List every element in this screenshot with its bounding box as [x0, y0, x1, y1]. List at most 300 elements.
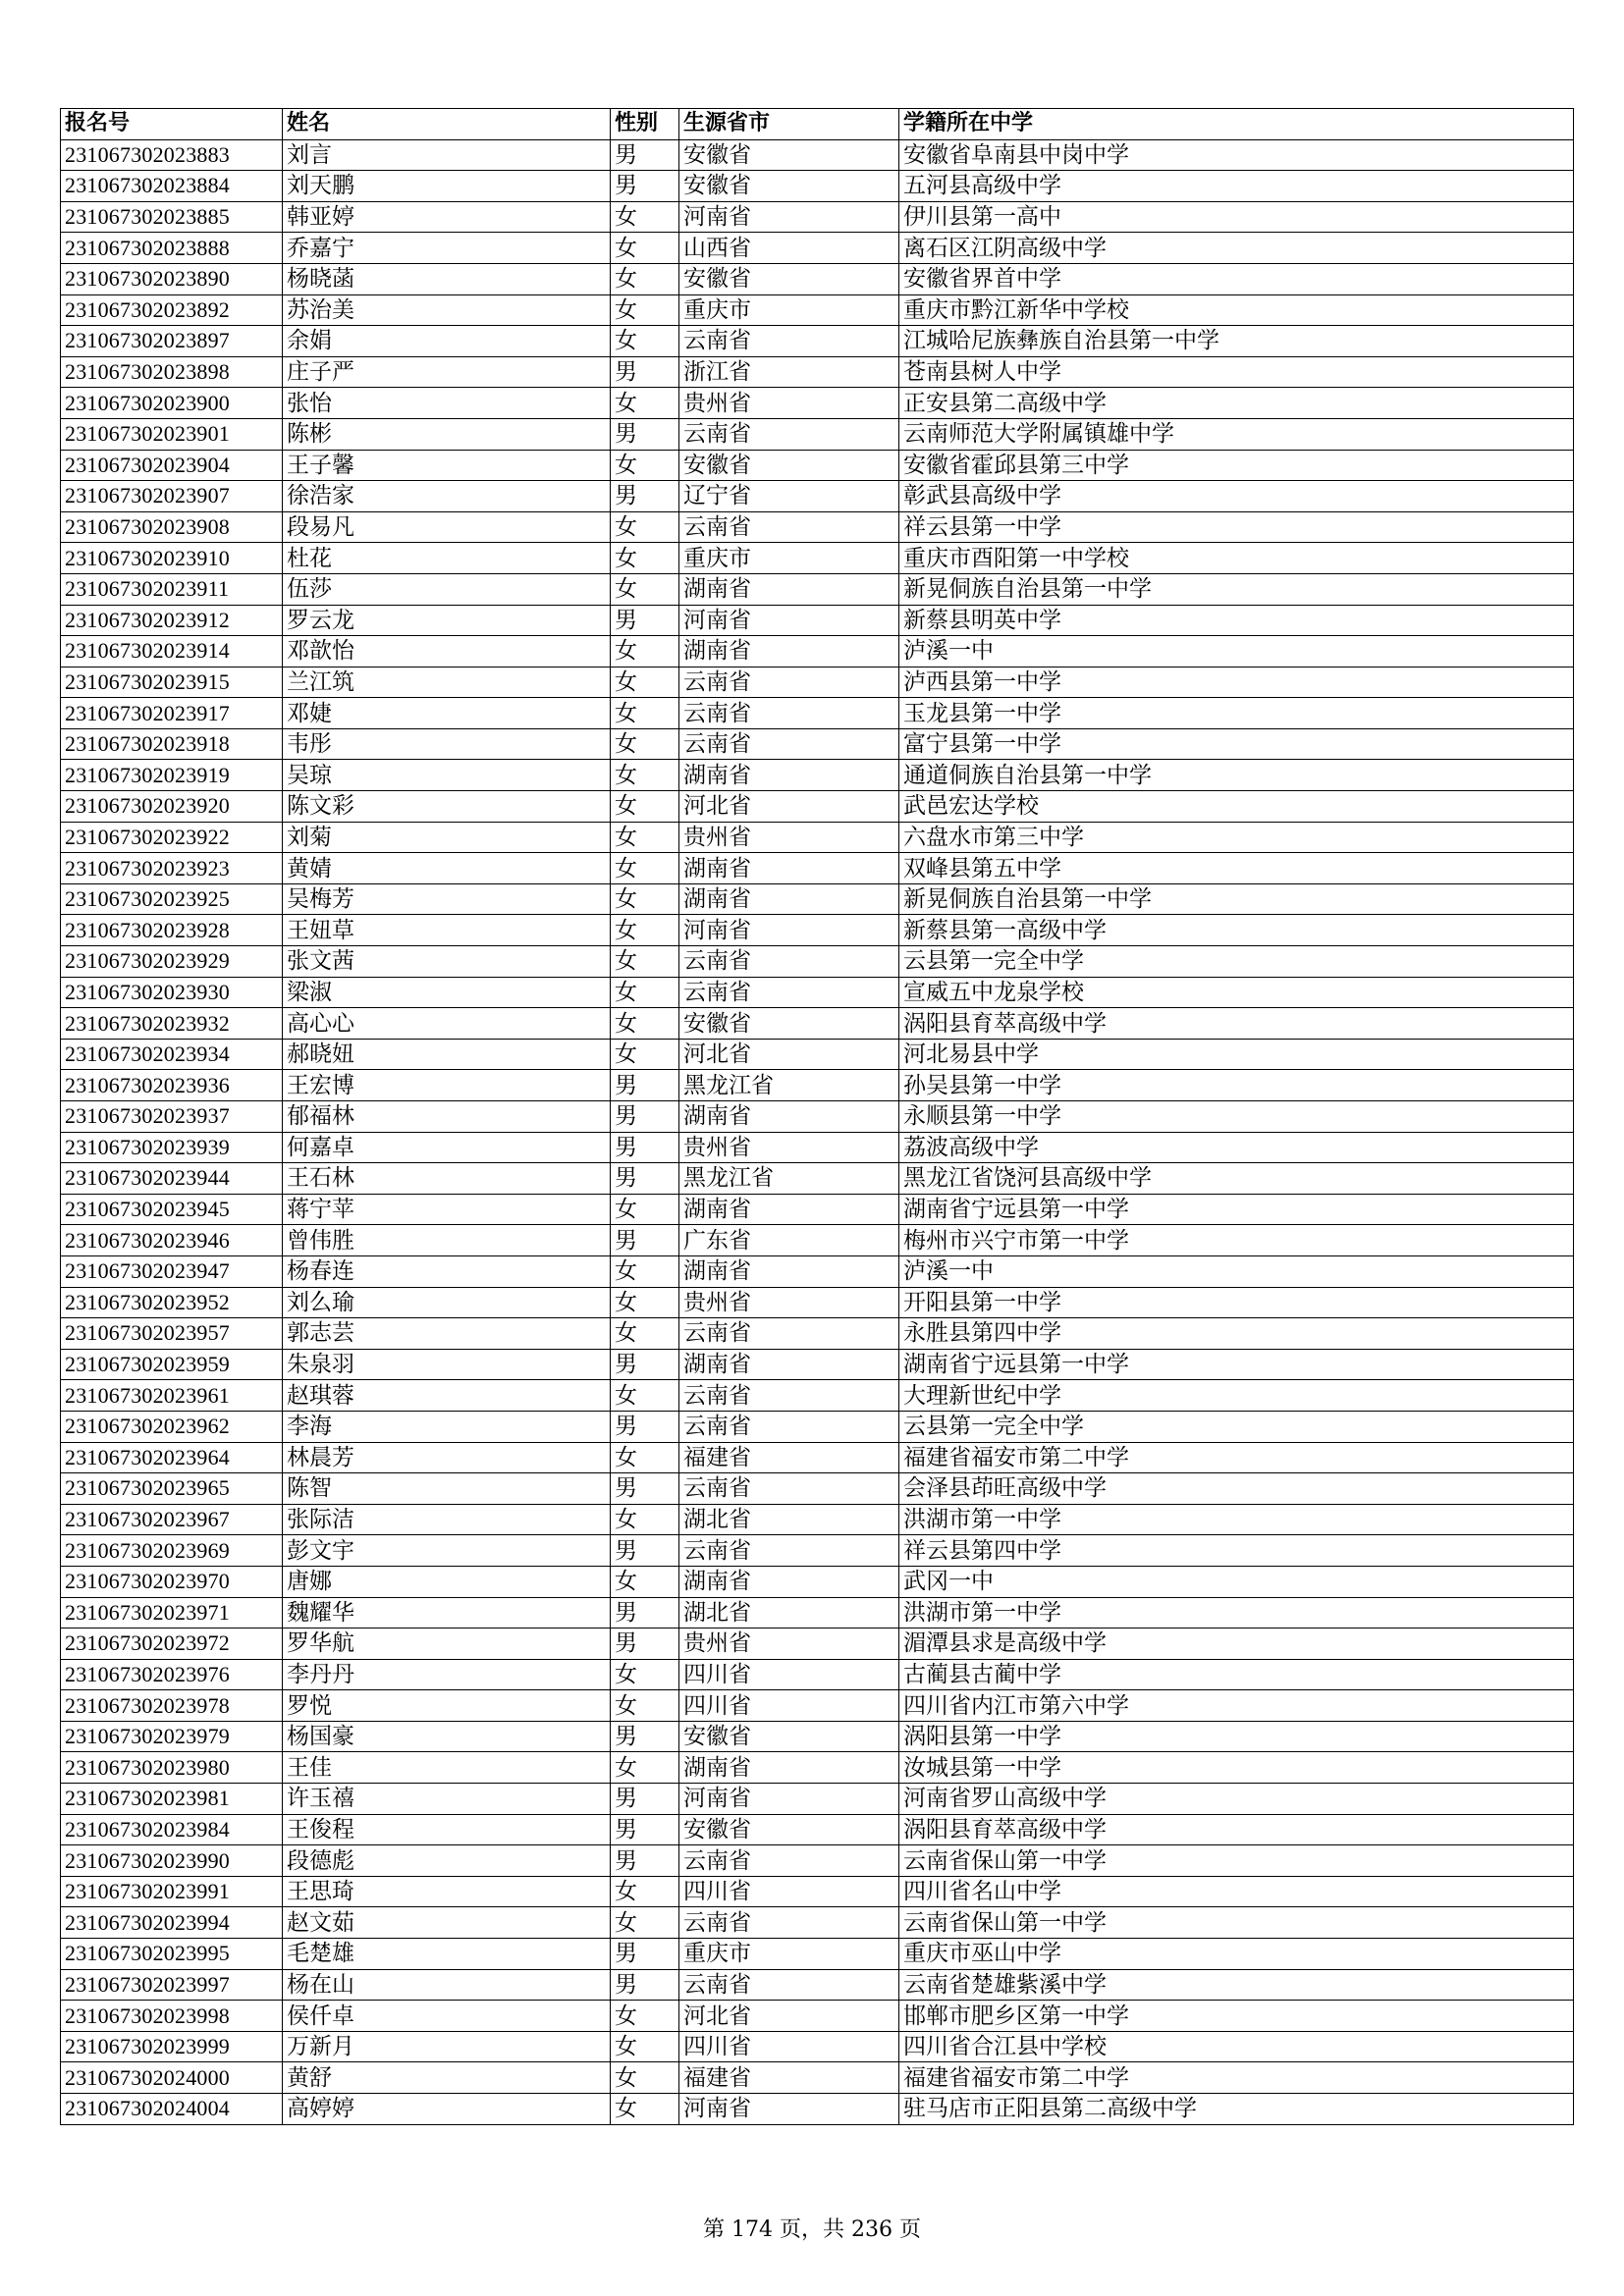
cell-registration-number: 231067302023892: [61, 294, 283, 326]
cell-name: 刘菊: [283, 822, 611, 853]
cell-name: 杨春连: [283, 1255, 611, 1287]
cell-name: 吴琼: [283, 760, 611, 791]
cell-school: 云县第一完全中学: [899, 946, 1574, 978]
cell-school: 古蔺县古蔺中学: [899, 1659, 1574, 1690]
cell-school: 湖南省宁远县第一中学: [899, 1194, 1574, 1225]
table-row: [61, 1194, 1574, 1225]
cell-province: 广东省: [679, 1225, 899, 1256]
header-registration-number: 报名号: [61, 109, 283, 140]
cell-school: 六盘水市第三中学: [899, 822, 1574, 853]
cell-gender: 女: [611, 946, 679, 978]
table-row: [61, 1318, 1574, 1350]
cell-province: 湖南省: [679, 573, 899, 605]
table-row: [61, 388, 1574, 419]
cell-registration-number: 231067302023979: [61, 1721, 283, 1752]
cell-name: 蒋宁苹: [283, 1194, 611, 1225]
cell-province: 辽宁省: [679, 481, 899, 512]
cell-name: 罗云龙: [283, 605, 611, 636]
cell-school: 邯郸市肥乡区第一中学: [899, 2001, 1574, 2032]
cell-registration-number: 231067302023922: [61, 822, 283, 853]
cell-school: 会泽县茚旺高级中学: [899, 1473, 1574, 1505]
header-name: 姓名: [283, 109, 611, 140]
cell-gender: 女: [611, 1876, 679, 1907]
cell-province: 贵州省: [679, 1287, 899, 1318]
cell-registration-number: 231067302023972: [61, 1629, 283, 1660]
cell-registration-number: 231067302023936: [61, 1070, 283, 1101]
cell-province: 云南省: [679, 1473, 899, 1505]
cell-province: 四川省: [679, 2031, 899, 2062]
cell-registration-number: 231067302023967: [61, 1504, 283, 1535]
cell-registration-number: 231067302023915: [61, 667, 283, 698]
cell-name: 罗悦: [283, 1690, 611, 1722]
cell-registration-number: 231067302023937: [61, 1101, 283, 1133]
cell-gender: 男: [611, 1597, 679, 1629]
cell-name: 杨在山: [283, 1969, 611, 2001]
cell-gender: 女: [611, 1194, 679, 1225]
table-row: [61, 1969, 1574, 2001]
cell-school: 富宁县第一中学: [899, 728, 1574, 760]
cell-name: 张怡: [283, 388, 611, 419]
cell-gender: 女: [611, 822, 679, 853]
cell-province: 湖南省: [679, 1566, 899, 1597]
cell-registration-number: 231067302023925: [61, 883, 283, 915]
cell-name: 万新月: [283, 2031, 611, 2062]
cell-registration-number: 231067302023888: [61, 233, 283, 264]
cell-registration-number: 231067302023914: [61, 636, 283, 667]
cell-school: 江城哈尼族彝族自治县第一中学: [899, 326, 1574, 357]
cell-registration-number: 231067302023961: [61, 1380, 283, 1412]
cell-gender: 女: [611, 294, 679, 326]
cell-registration-number: 231067302023890: [61, 263, 283, 294]
table-body: [61, 139, 1574, 2124]
cell-name: 徐浩家: [283, 481, 611, 512]
cell-gender: 女: [611, 1690, 679, 1722]
cell-province: 河南省: [679, 1784, 899, 1815]
cell-school: 新蔡县第一高级中学: [899, 915, 1574, 946]
cell-name: 王宏博: [283, 1070, 611, 1101]
header-gender: 性别: [611, 109, 679, 140]
cell-province: 黑龙江省: [679, 1070, 899, 1101]
cell-gender: 女: [611, 791, 679, 823]
cell-gender: 女: [611, 388, 679, 419]
cell-province: 贵州省: [679, 1629, 899, 1660]
cell-gender: 男: [611, 605, 679, 636]
cell-school: 通道侗族自治县第一中学: [899, 760, 1574, 791]
cell-school: 福建省福安市第二中学: [899, 2062, 1574, 2094]
cell-gender: 男: [611, 1225, 679, 1256]
cell-province: 云南省: [679, 1535, 899, 1567]
cell-registration-number: 231067302023939: [61, 1132, 283, 1163]
cell-province: 四川省: [679, 1690, 899, 1722]
cell-registration-number: 231067302023969: [61, 1535, 283, 1567]
cell-name: 伍莎: [283, 573, 611, 605]
cell-school: 涡阳县育萃高级中学: [899, 1814, 1574, 1845]
cell-registration-number: 231067302023945: [61, 1194, 283, 1225]
cell-gender: 女: [611, 1659, 679, 1690]
cell-school: 重庆市酉阳第一中学校: [899, 543, 1574, 574]
cell-province: 安徽省: [679, 171, 899, 202]
table-row: [61, 1566, 1574, 1597]
cell-province: 云南省: [679, 667, 899, 698]
cell-name: 李丹丹: [283, 1659, 611, 1690]
table-row: [61, 1535, 1574, 1567]
cell-province: 河北省: [679, 2001, 899, 2032]
cell-school: 永顺县第一中学: [899, 1101, 1574, 1133]
cell-name: 乔嘉宁: [283, 233, 611, 264]
cell-registration-number: 231067302023884: [61, 171, 283, 202]
cell-province: 湖南省: [679, 636, 899, 667]
cell-province: 云南省: [679, 511, 899, 543]
table-row: [61, 418, 1574, 450]
cell-name: 赵琪蓉: [283, 1380, 611, 1412]
cell-name: 罗华航: [283, 1629, 611, 1660]
table-row: [61, 667, 1574, 698]
cell-name: 韦彤: [283, 728, 611, 760]
table-row: [61, 1070, 1574, 1101]
cell-name: 王子馨: [283, 450, 611, 481]
table-row: [61, 2001, 1574, 2032]
table-row: [61, 1039, 1574, 1070]
cell-school: 安徽省霍邱县第三中学: [899, 450, 1574, 481]
table-row: [61, 1845, 1574, 1877]
cell-province: 云南省: [679, 977, 899, 1008]
cell-gender: 女: [611, 1039, 679, 1070]
cell-province: 安徽省: [679, 450, 899, 481]
table-row: [61, 139, 1574, 171]
cell-name: 杨国豪: [283, 1721, 611, 1752]
cell-province: 湖南省: [679, 1101, 899, 1133]
cell-name: 魏耀华: [283, 1597, 611, 1629]
table-row: [61, 233, 1574, 264]
cell-school: 荔波高级中学: [899, 1132, 1574, 1163]
cell-registration-number: 231067302023952: [61, 1287, 283, 1318]
cell-province: 贵州省: [679, 1132, 899, 1163]
cell-name: 黄婧: [283, 853, 611, 884]
cell-registration-number: 231067302023885: [61, 201, 283, 233]
cell-province: 云南省: [679, 728, 899, 760]
cell-province: 四川省: [679, 1659, 899, 1690]
table-row: [61, 171, 1574, 202]
cell-gender: 女: [611, 698, 679, 729]
cell-school: 孙吴县第一中学: [899, 1070, 1574, 1101]
table-row: [61, 2094, 1574, 2125]
cell-gender: 女: [611, 2094, 679, 2125]
cell-school: 梅州市兴宁市第一中学: [899, 1225, 1574, 1256]
cell-registration-number: 231067302023947: [61, 1255, 283, 1287]
cell-registration-number: 231067302023990: [61, 1845, 283, 1877]
header-school: 学籍所在中学: [899, 109, 1574, 140]
page-number-footer: 第 174 页，共 236 页: [703, 2217, 921, 2242]
cell-registration-number: 231067302023923: [61, 853, 283, 884]
cell-school: 泸溪一中: [899, 636, 1574, 667]
cell-name: 何嘉卓: [283, 1132, 611, 1163]
cell-registration-number: 231067302023971: [61, 1597, 283, 1629]
table-row: [61, 511, 1574, 543]
admission-list-table: [60, 108, 1574, 2125]
cell-name: 杜花: [283, 543, 611, 574]
table-row: [61, 201, 1574, 233]
cell-name: 陈彬: [283, 418, 611, 450]
cell-name: 林晨芳: [283, 1442, 611, 1473]
table-row: [61, 1255, 1574, 1287]
cell-gender: 女: [611, 667, 679, 698]
table-row: [61, 915, 1574, 946]
cell-gender: 女: [611, 883, 679, 915]
cell-school: 新晃侗族自治县第一中学: [899, 883, 1574, 915]
cell-school: 洪湖市第一中学: [899, 1597, 1574, 1629]
cell-name: 高心心: [283, 1008, 611, 1040]
cell-registration-number: 231067302023994: [61, 1907, 283, 1939]
cell-registration-number: 231067302023907: [61, 481, 283, 512]
table-row: [61, 605, 1574, 636]
cell-school: 苍南县树人中学: [899, 356, 1574, 388]
table-row: [61, 1008, 1574, 1040]
cell-registration-number: 231067302023978: [61, 1690, 283, 1722]
table-row: [61, 2062, 1574, 2094]
cell-school: 祥云县第四中学: [899, 1535, 1574, 1567]
cell-province: 河南省: [679, 915, 899, 946]
table-row: [61, 883, 1574, 915]
header-province: 生源省市: [679, 109, 899, 140]
cell-name: 刘言: [283, 139, 611, 171]
cell-name: 梁淑: [283, 977, 611, 1008]
cell-registration-number: 231067302023917: [61, 698, 283, 729]
cell-province: 湖南省: [679, 1255, 899, 1287]
cell-province: 云南省: [679, 698, 899, 729]
cell-province: 河南省: [679, 605, 899, 636]
cell-registration-number: 231067302023897: [61, 326, 283, 357]
cell-registration-number: 231067302023980: [61, 1752, 283, 1784]
cell-registration-number: 231067302023919: [61, 760, 283, 791]
cell-school: 汝城县第一中学: [899, 1752, 1574, 1784]
cell-name: 王妞草: [283, 915, 611, 946]
table-row: [61, 1721, 1574, 1752]
cell-registration-number: 231067302023904: [61, 450, 283, 481]
cell-school: 云南师范大学附属镇雄中学: [899, 418, 1574, 450]
cell-registration-number: 231067302023929: [61, 946, 283, 978]
cell-name: 彭文宇: [283, 1535, 611, 1567]
cell-name: 张际洁: [283, 1504, 611, 1535]
cell-province: 贵州省: [679, 822, 899, 853]
cell-gender: 女: [611, 1504, 679, 1535]
cell-province: 福建省: [679, 1442, 899, 1473]
table-row: [61, 1907, 1574, 1939]
cell-name: 陈文彩: [283, 791, 611, 823]
cell-school: 宣威五中龙泉学校: [899, 977, 1574, 1008]
cell-province: 云南省: [679, 1380, 899, 1412]
cell-gender: 女: [611, 1442, 679, 1473]
table-row: [61, 1629, 1574, 1660]
cell-name: 庄子严: [283, 356, 611, 388]
table-row: [61, 822, 1574, 853]
cell-province: 湖南省: [679, 883, 899, 915]
cell-gender: 女: [611, 728, 679, 760]
cell-school: 云南省楚雄紫溪中学: [899, 1969, 1574, 2001]
cell-name: 吴梅芳: [283, 883, 611, 915]
cell-registration-number: 231067302023976: [61, 1659, 283, 1690]
cell-school: 五河县高级中学: [899, 171, 1574, 202]
cell-province: 安徽省: [679, 139, 899, 171]
cell-school: 新蔡县明英中学: [899, 605, 1574, 636]
table-row: [61, 946, 1574, 978]
cell-province: 安徽省: [679, 1814, 899, 1845]
table-row: [61, 1411, 1574, 1442]
cell-registration-number: 231067302023999: [61, 2031, 283, 2062]
cell-name: 王石林: [283, 1163, 611, 1195]
cell-registration-number: 231067302023901: [61, 418, 283, 450]
cell-registration-number: 231067302023997: [61, 1969, 283, 2001]
cell-province: 河南省: [679, 201, 899, 233]
cell-school: 四川省合江县中学校: [899, 2031, 1574, 2062]
cell-gender: 女: [611, 1752, 679, 1784]
cell-name: 郭志芸: [283, 1318, 611, 1350]
cell-school: 正安县第二高级中学: [899, 388, 1574, 419]
cell-gender: 男: [611, 1629, 679, 1660]
cell-gender: 女: [611, 2001, 679, 2032]
cell-registration-number: 231067302023991: [61, 1876, 283, 1907]
cell-registration-number: 231067302024000: [61, 2062, 283, 2094]
table-row: [61, 356, 1574, 388]
cell-province: 重庆市: [679, 543, 899, 574]
cell-registration-number: 231067302023900: [61, 388, 283, 419]
table-row: [61, 1101, 1574, 1133]
cell-school: 永胜县第四中学: [899, 1318, 1574, 1350]
cell-school: 湖南省宁远县第一中学: [899, 1349, 1574, 1380]
cell-registration-number: 231067302023920: [61, 791, 283, 823]
cell-registration-number: 231067302023928: [61, 915, 283, 946]
cell-name: 李海: [283, 1411, 611, 1442]
cell-gender: 女: [611, 2062, 679, 2094]
cell-school: 伊川县第一高中: [899, 201, 1574, 233]
cell-registration-number: 231067302023912: [61, 605, 283, 636]
table-row: [61, 1163, 1574, 1195]
cell-name: 段德彪: [283, 1845, 611, 1877]
cell-school: 重庆市黔江新华中学校: [899, 294, 1574, 326]
table-row: [61, 1473, 1574, 1505]
cell-gender: 女: [611, 263, 679, 294]
cell-gender: 女: [611, 977, 679, 1008]
cell-name: 段易凡: [283, 511, 611, 543]
cell-school: 河南省罗山高级中学: [899, 1784, 1574, 1815]
cell-gender: 男: [611, 1101, 679, 1133]
cell-province: 浙江省: [679, 356, 899, 388]
cell-registration-number: 231067302023981: [61, 1784, 283, 1815]
cell-name: 杨晓菡: [283, 263, 611, 294]
cell-name: 高婷婷: [283, 2094, 611, 2125]
cell-gender: 男: [611, 481, 679, 512]
cell-school: 泸西县第一中学: [899, 667, 1574, 698]
cell-school: 玉龙县第一中学: [899, 698, 1574, 729]
cell-school: 云南省保山第一中学: [899, 1845, 1574, 1877]
cell-province: 重庆市: [679, 1939, 899, 1970]
cell-registration-number: 231067302023932: [61, 1008, 283, 1040]
cell-school: 云南省保山第一中学: [899, 1907, 1574, 1939]
table-row: [61, 263, 1574, 294]
cell-school: 重庆市巫山中学: [899, 1939, 1574, 1970]
cell-school: 大理新世纪中学: [899, 1380, 1574, 1412]
table-row: [61, 481, 1574, 512]
cell-gender: 女: [611, 1380, 679, 1412]
table-row: [61, 1876, 1574, 1907]
cell-school: 彰武县高级中学: [899, 481, 1574, 512]
cell-school: 驻马店市正阳县第二高级中学: [899, 2094, 1574, 2125]
cell-name: 韩亚婷: [283, 201, 611, 233]
cell-gender: 男: [611, 1349, 679, 1380]
cell-province: 云南省: [679, 1969, 899, 2001]
table-row: [61, 636, 1574, 667]
cell-province: 河北省: [679, 791, 899, 823]
table-row: [61, 791, 1574, 823]
table-row: [61, 1225, 1574, 1256]
cell-province: 福建省: [679, 2062, 899, 2094]
cell-province: 安徽省: [679, 1008, 899, 1040]
cell-province: 四川省: [679, 1876, 899, 1907]
cell-school: 开阳县第一中学: [899, 1287, 1574, 1318]
cell-gender: 女: [611, 450, 679, 481]
cell-registration-number: 231067302023911: [61, 573, 283, 605]
table-row: [61, 450, 1574, 481]
cell-gender: 男: [611, 171, 679, 202]
cell-name: 余娟: [283, 326, 611, 357]
cell-gender: 男: [611, 418, 679, 450]
table-row: [61, 760, 1574, 791]
cell-school: 黑龙江省饶河县高级中学: [899, 1163, 1574, 1195]
cell-province: 湖南省: [679, 853, 899, 884]
cell-school: 武冈一中: [899, 1566, 1574, 1597]
cell-school: 云县第一完全中学: [899, 1411, 1574, 1442]
cell-province: 安徽省: [679, 1721, 899, 1752]
cell-name: 邓婕: [283, 698, 611, 729]
cell-school: 四川省名山中学: [899, 1876, 1574, 1907]
cell-name: 王俊程: [283, 1814, 611, 1845]
cell-gender: 女: [611, 1255, 679, 1287]
table-row: [61, 1349, 1574, 1380]
cell-gender: 男: [611, 1784, 679, 1815]
cell-school: 河北易县中学: [899, 1039, 1574, 1070]
table-header-row: [61, 109, 1574, 140]
cell-gender: 男: [611, 1411, 679, 1442]
table-row: [61, 573, 1574, 605]
cell-gender: 男: [611, 139, 679, 171]
cell-registration-number: 231067302023962: [61, 1411, 283, 1442]
cell-school: 武邑宏达学校: [899, 791, 1574, 823]
cell-school: 新晃侗族自治县第一中学: [899, 573, 1574, 605]
cell-gender: 女: [611, 511, 679, 543]
table-row: [61, 698, 1574, 729]
cell-name: 唐娜: [283, 1566, 611, 1597]
table-row: [61, 326, 1574, 357]
cell-school: 湄潭县求是高级中学: [899, 1629, 1574, 1660]
cell-province: 湖南省: [679, 1349, 899, 1380]
table-row: [61, 728, 1574, 760]
cell-province: 云南省: [679, 326, 899, 357]
cell-registration-number: 231067302023898: [61, 356, 283, 388]
cell-gender: 女: [611, 1566, 679, 1597]
cell-province: 云南省: [679, 1845, 899, 1877]
cell-gender: 男: [611, 356, 679, 388]
cell-name: 黄舒: [283, 2062, 611, 2094]
cell-school: 涡阳县育萃高级中学: [899, 1008, 1574, 1040]
cell-name: 兰江筑: [283, 667, 611, 698]
cell-province: 河北省: [679, 1039, 899, 1070]
cell-name: 侯仟卓: [283, 2001, 611, 2032]
cell-province: 重庆市: [679, 294, 899, 326]
cell-registration-number: 231067302023970: [61, 1566, 283, 1597]
table-row: [61, 853, 1574, 884]
table-row: [61, 1690, 1574, 1722]
table-row: [61, 2031, 1574, 2062]
table-row: [61, 1132, 1574, 1163]
